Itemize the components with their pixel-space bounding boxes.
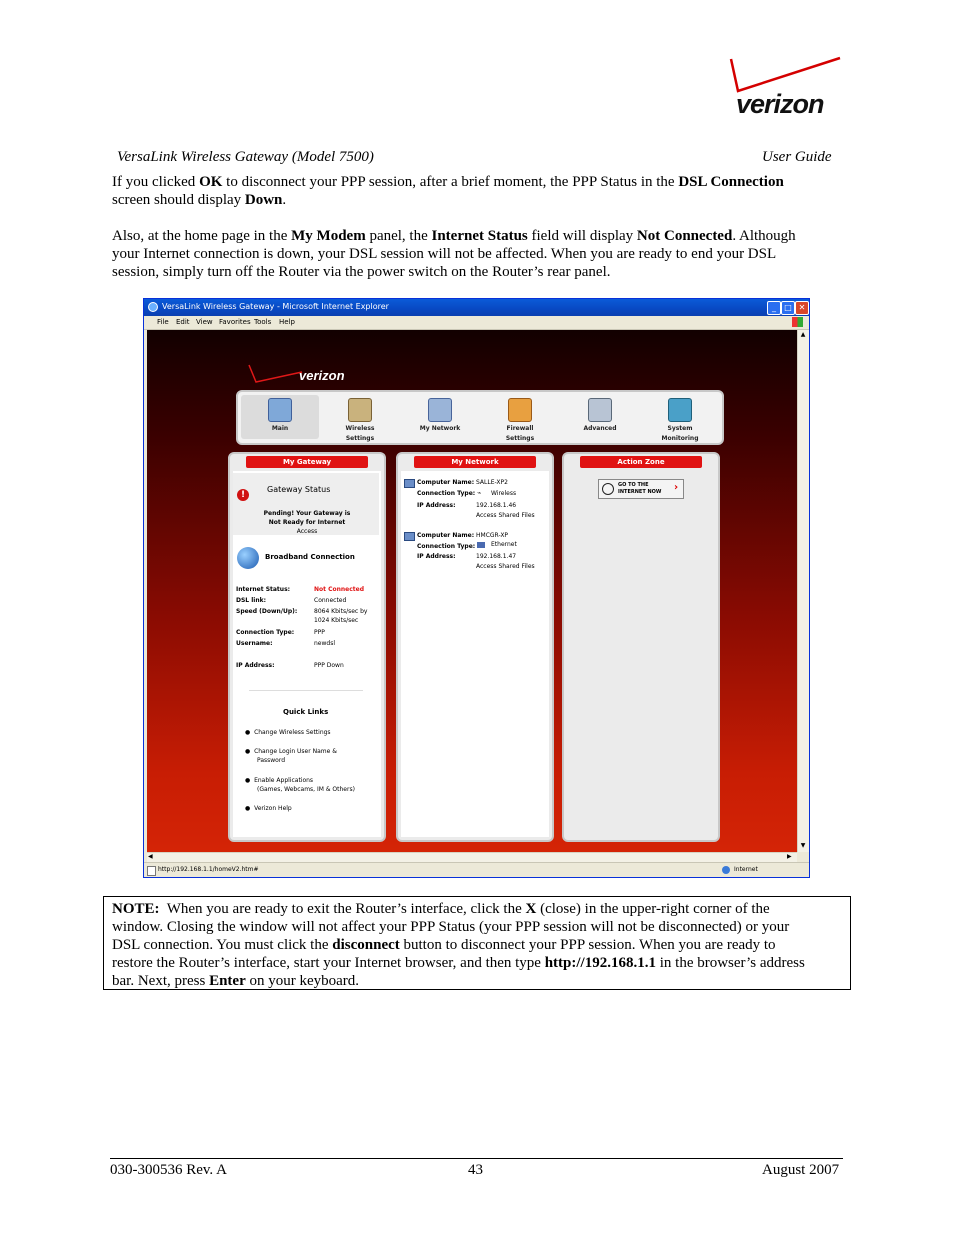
bold-run: Enter [209,973,246,989]
bold-run: disconnect [332,937,400,953]
computer-icon [404,479,415,488]
windows-flag-icon [792,317,803,327]
field-key: Username: [236,640,273,647]
field-value: PPP [314,629,325,636]
maximize-button[interactable]: □ [781,301,795,315]
quick-link[interactable]: ● Enable Applications (Games, Webcams, IM & Others) [245,777,355,793]
text-run: screen should display [112,192,245,208]
alert-icon: ! [237,489,249,501]
access-shared-files-link[interactable]: Access Shared Files [476,563,535,570]
link-text[interactable]: Change Wireless Settings [254,729,331,736]
status-zone: Internet [734,866,758,873]
window-title: VersaLink Wireless Gateway - Microsoft Internet Explorer [162,302,389,311]
nav-my-network[interactable] [401,395,479,439]
nav-label-2: Monitoring [661,435,699,442]
field-value: newdsl [314,640,336,647]
note-label: NOTE: [112,901,160,917]
page-icon [147,866,156,876]
scroll-down-arrow-icon[interactable]: ▼ [800,842,806,849]
text-run: on your keyboard. [245,973,360,989]
text-run: to disconnect your PPP session, after a brief moment, the PPP Status in the [222,174,679,190]
panel-title: My Gateway [246,456,368,468]
vertical-scrollbar[interactable] [797,330,809,852]
inner-verizon-logo [247,360,367,390]
verizon-logo-text: verizon [736,89,824,119]
field-key: IP Address: [417,553,456,560]
chevron-right-icon: › [674,482,679,493]
my-gateway-panel [228,452,386,842]
ie-icon [148,302,158,312]
bold-run: http://192.168.1.1 [544,955,656,971]
menu-help[interactable]: Help [279,318,295,326]
nav-label-2: Settings [345,435,375,442]
ethernet-icon [477,542,485,548]
quick-links-title: Quick Links [283,708,329,716]
field-key: Internet Status: [236,586,291,593]
note-line: window. Closing the window will not affect your PPP Status (your PPP session will not be disconnected) or your [112,919,790,935]
field-key: IP Address: [417,502,456,509]
globe-icon [602,483,614,495]
verizon-logo [728,55,843,123]
field-key: Computer Name: [417,532,475,539]
link-text-2[interactable]: Password [257,757,286,764]
link-text-2[interactable]: (Games, Webcams, IM & Others) [257,786,355,793]
field-value: Connected [314,597,347,604]
computer-icon [404,532,415,541]
paragraph-1-line-1 [112,173,852,191]
nav-firewall-settings[interactable] [481,395,559,442]
quick-link[interactable]: ● Change Wireless Settings [245,729,331,736]
wireless-icon: ⌁ [477,489,482,497]
field-value: 1024 Kbits/sec [314,617,359,624]
paragraph-1 [112,173,852,209]
note-line [112,936,847,954]
note-line [112,972,847,990]
internet-status-value: Not Connected [314,586,365,593]
field-key: Computer Name: [417,479,475,486]
quick-link[interactable]: ● Change Login User Name & Password [245,748,337,764]
alert-line: Not Ready for Internet [268,519,346,526]
bold-run: DSL Connection [678,174,784,190]
quick-link[interactable]: ● Verizon Help [245,805,292,812]
field-value: SALLE-XP2 [476,479,508,486]
menu-tools[interactable]: Tools [254,318,272,326]
bold-run: OK [199,174,223,190]
paragraph-2-line-3: session, simply turn off the Router via the power switch on the Router’s rear panel. [112,264,611,280]
divider [249,690,363,691]
field-value: 192.168.1.47 [476,553,517,560]
nav-main[interactable] [241,395,319,439]
menu-edit[interactable]: Edit [176,318,190,326]
bold-run: X [525,901,537,917]
minimize-button[interactable]: _ [767,301,781,315]
text-run: Also, at the home page in the [112,228,292,244]
main-nav [236,390,724,445]
alert-line: Pending! Your Gateway is [263,510,351,517]
paragraph-2-line-1 [112,227,852,245]
scroll-up-arrow-icon[interactable]: ▲ [800,331,806,338]
inner-logo-text: verizon [299,368,345,383]
panel-body [233,471,381,837]
nav-label: Firewall [506,425,534,432]
alert-message [251,509,363,536]
network-icon [428,398,452,422]
field-value: HMCGR-XP [476,532,509,539]
link-text[interactable]: Enable Applications [254,777,314,784]
field-value: Ethernet [491,541,517,548]
doc-title: VersaLink Wireless Gateway (Model 7500) [117,149,374,165]
note-line [112,954,847,972]
globe-icon [237,547,259,569]
status-url: http://192.168.1.1/homeV2.htm# [158,866,259,873]
link-text[interactable]: Verizon Help [254,805,292,812]
nav-label: My Network [419,425,461,432]
browser-window [143,298,810,878]
note-box [103,896,851,990]
page-viewport [147,330,797,852]
panel-body [567,471,715,837]
nav-advanced[interactable] [561,395,639,439]
paragraph-2 [112,227,852,281]
field-value: PPP Down [314,662,344,669]
footer-date: August 2007 [762,1162,840,1178]
field-value: 192.168.1.46 [476,502,517,509]
field-value: 8064 Kbits/sec by [314,608,368,615]
text-run: When you are ready to exit the Router’s interface, click the [159,901,526,917]
note-line [112,900,847,918]
scroll-left-arrow-icon[interactable]: ◀ [148,853,153,860]
alert-line: Access [296,528,318,535]
bold-run: Down [244,192,283,208]
scroll-right-arrow-icon[interactable]: ▶ [787,853,792,860]
bold-run: Internet Status [431,228,528,244]
text-run: restore the Router’s interface, start your Internet browser, and then type [112,955,545,971]
nav-label: Main [271,425,289,432]
computer-entry[interactable] [401,532,549,580]
status-bar [144,862,809,878]
nav-wireless-settings[interactable] [321,395,399,442]
button-label-line: GO TO THE [618,482,649,488]
paragraph-2-line-2: your Internet connection is down, your DSL session will not be affected. When you are ready to end your DSL [112,246,777,262]
action-zone-panel [562,452,720,842]
menu-file[interactable]: File [157,318,169,326]
footer-page-number: 43 [468,1162,483,1178]
advanced-icon [588,398,612,422]
computer-entry[interactable] [401,479,549,527]
gateway-status-block [233,473,379,535]
paragraph-1-line-2 [112,191,852,209]
panel-title: Action Zone [580,456,702,468]
bold-run: My Modem [291,228,366,244]
title-bar [144,299,809,316]
wireless-icon [348,398,372,422]
nav-label-2: Settings [505,435,535,442]
nav-label: System [667,425,693,432]
go-to-internet-button[interactable] [598,479,684,499]
field-key: Connection Type: [417,543,476,550]
access-shared-files-link[interactable]: Access Shared Files [476,512,535,519]
text-run: . [282,192,287,208]
text-run: bar. Next, press [112,973,210,989]
nav-label: Wireless [345,425,375,432]
field-key: IP Address: [236,662,275,669]
nav-system-monitoring[interactable] [641,395,719,442]
link-text[interactable]: Change Login User Name & [254,748,337,755]
bold-run: Not Connected [636,228,733,244]
panel-title: My Network [414,456,536,468]
main-icon [268,398,292,422]
button-label [618,482,661,496]
footer-doc-number: 030-300536 Rev. A [110,1162,227,1178]
footer-rule [110,1158,843,1159]
field-key: DSL link: [236,597,266,604]
menu-favorites[interactable]: Favorites [219,318,251,326]
firewall-icon [508,398,532,422]
note-text [112,900,847,990]
field-key: Connection Type: [417,490,476,497]
text-run: . Although [732,228,796,244]
field-value: Wireless [491,490,517,497]
text-run: panel, the [365,228,432,244]
menu-view[interactable]: View [196,318,213,326]
text-run: button to disconnect your PPP session. When you are ready to [399,937,776,953]
doc-type: User Guide [762,149,832,165]
text-run: If you clicked [112,174,200,190]
field-key: Connection Type: [236,629,295,636]
text-run: DSL connection. You must click the [112,937,333,953]
broadband-title: Broadband Connection [265,553,355,561]
close-button[interactable]: ✕ [795,301,809,315]
my-network-panel [396,452,554,842]
menu-bar [144,316,809,330]
text-run: in the browser’s address [655,955,805,971]
field-key: Speed (Down/Up): [236,608,298,615]
nav-label: Advanced [583,425,617,432]
panel-body [401,471,549,837]
internet-zone-icon [722,866,730,874]
button-label-line: INTERNET NOW [618,489,662,495]
monitor-icon [668,398,692,422]
text-run: (close) in the upper-right corner of the [536,901,770,917]
gateway-status-title: Gateway Status [267,485,331,494]
text-run: field will display [527,228,637,244]
